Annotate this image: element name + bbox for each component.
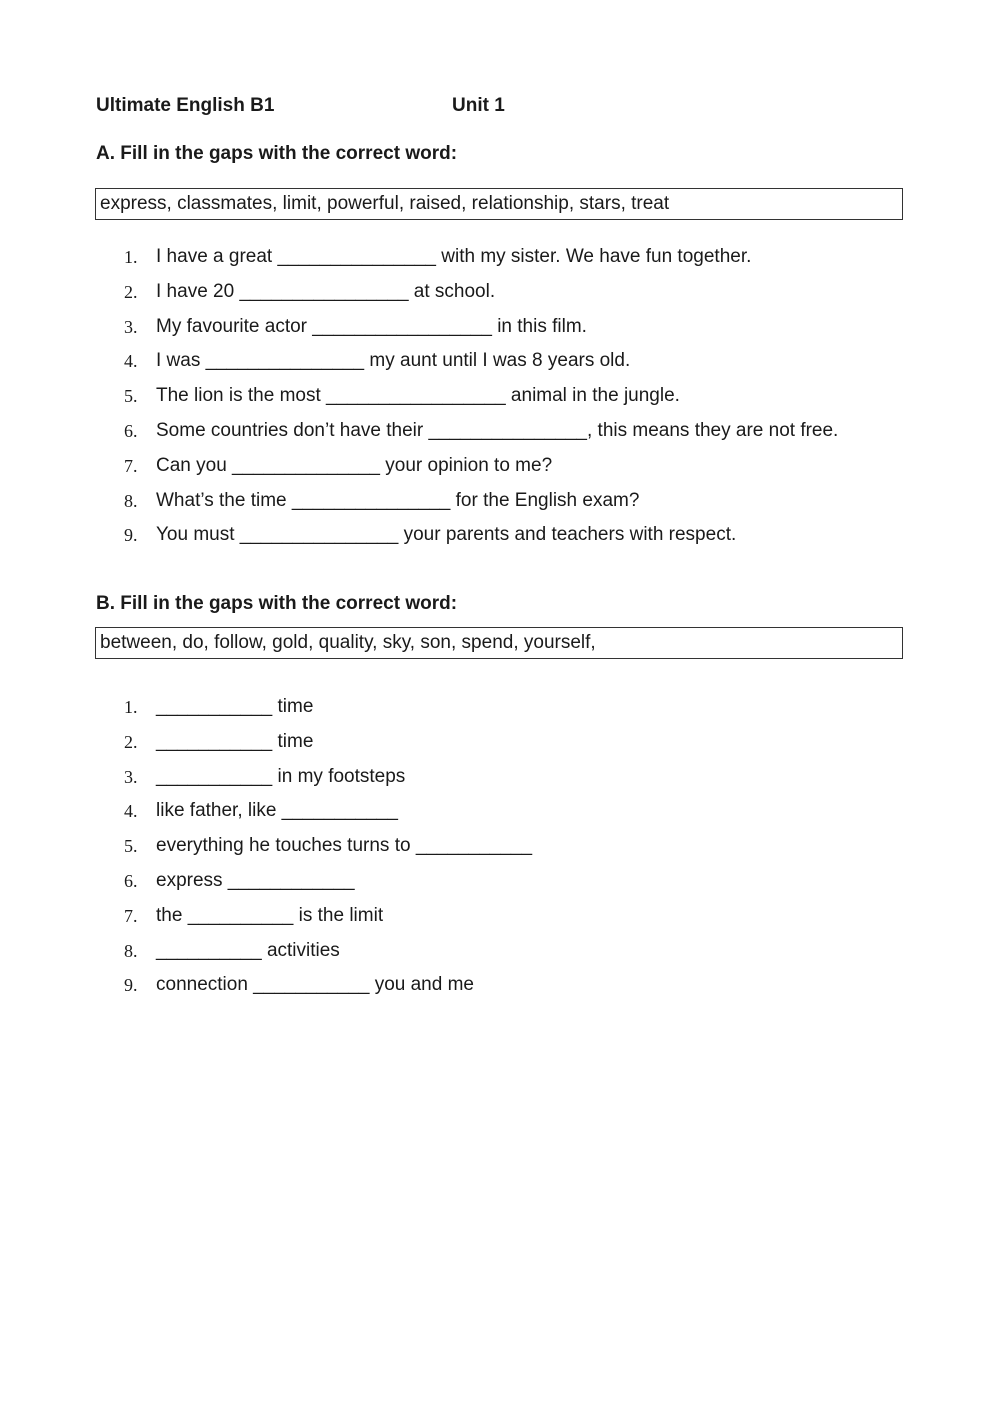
item-sentence: Some countries don’t have their _______________, this means they are not free. xyxy=(156,419,839,441)
item-sentence: You must _______________ your parents and teachers with respect. xyxy=(156,524,737,546)
item-number: 5. xyxy=(124,836,138,857)
item-number: 1. xyxy=(124,697,138,717)
item-number: 3. xyxy=(124,766,138,787)
item-number: 7. xyxy=(124,905,138,926)
section-b-heading: B. Fill in the gaps with the correct word: xyxy=(96,593,458,614)
item-phrase: ___________ time xyxy=(156,730,314,752)
item-phrase: ___________ in my footsteps xyxy=(156,765,406,787)
item-number: 9. xyxy=(124,525,138,546)
item-number: 9. xyxy=(124,975,138,996)
item-phrase: like father, like ___________ xyxy=(156,800,398,822)
item-number: 3. xyxy=(124,316,138,337)
item-number: 1. xyxy=(124,247,138,267)
item-phrase: express ____________ xyxy=(156,869,355,891)
item-sentence: I was _______________ my aunt until I was 8 years old. xyxy=(156,350,631,372)
item-sentence: Can you ______________ your opinion to me? xyxy=(156,454,553,476)
item-number: 6. xyxy=(124,870,138,891)
item-sentence: I have 20 ________________ at school. xyxy=(156,280,496,302)
item-number: 4. xyxy=(124,351,138,372)
item-number: 4. xyxy=(124,801,138,822)
unit-label: Unit 1 xyxy=(452,95,505,116)
section-b-word-bank: between, do, follow, gold, quality, sky, son, spend, yourself, xyxy=(95,627,903,659)
item-number: 2. xyxy=(124,731,138,752)
item-sentence: My favourite actor _________________ in this film. xyxy=(156,315,587,337)
item-phrase: ___________ time xyxy=(156,696,314,717)
item-sentence: I have a great _______________ with my sister. We have fun together. xyxy=(156,246,752,267)
item-number: 8. xyxy=(124,490,138,511)
section-a-heading: A. Fill in the gaps with the correct word: xyxy=(96,143,458,164)
item-sentence: What’s the time _______________ for the English exam? xyxy=(156,489,640,511)
item-number: 6. xyxy=(124,420,138,441)
item-phrase: everything he touches turns to ___________ xyxy=(156,835,533,857)
item-phrase: connection ___________ you and me xyxy=(156,974,474,996)
item-phrase: the __________ is the limit xyxy=(156,904,384,926)
worksheet-title: Ultimate English B1 xyxy=(96,95,275,116)
item-sentence: The lion is the most _________________ animal in the jungle. xyxy=(156,385,680,407)
item-number: 8. xyxy=(124,940,138,961)
item-number: 7. xyxy=(124,455,138,476)
section-a-word-bank: express, classmates, limit, powerful, raised, relationship, stars, treat xyxy=(95,188,903,220)
item-phrase: __________ activities xyxy=(156,939,340,961)
item-number: 2. xyxy=(124,281,138,302)
item-number: 5. xyxy=(124,386,138,407)
